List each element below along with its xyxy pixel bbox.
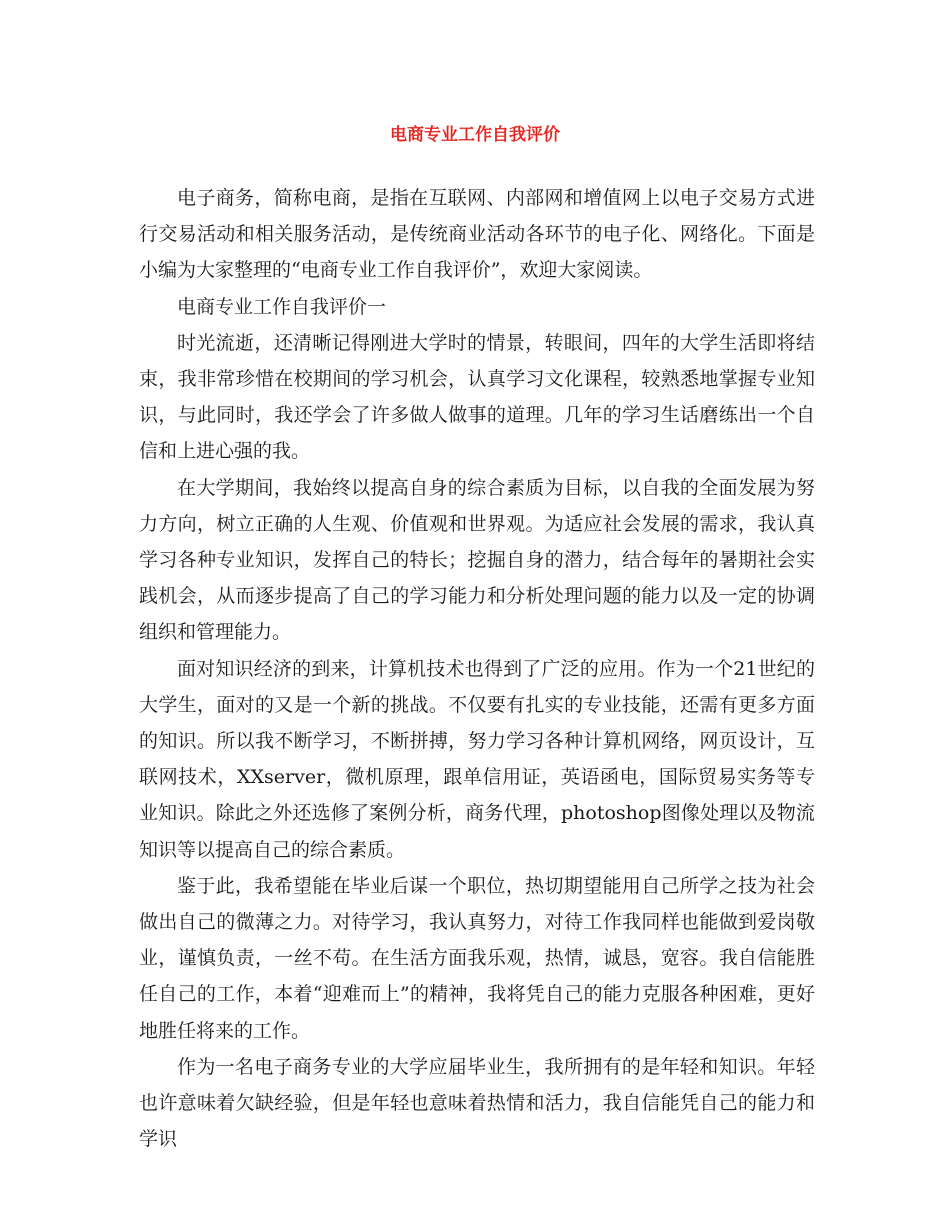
section-heading: 电商专业工作自我评价一 [177, 295, 387, 318]
paragraph: 鉴于此，我希望能在毕业后谋一个职位，热切期望能用自己所学之技为社会做出自己的微薄之力。对待学习，我认真努力，对待工作我同样也能做到爱岗敬业，谨慎负责，一丝不苟。在生活方面我乐观，热情，诚恳，宽容。我自信能胜任自己的工作，本着“迎难而上”的精神，我将凭自己的能力克服各种困难，更好地胜任将来的工作。 [139, 874, 815, 1042]
paragraph: 在大学期间，我始终以提高自身的综合素质为目标，以自我的全面发展为努力方向，树立正确的人生观、价值观和世界观。为适应社会发展的需求，我认真学习各种专业知识，发挥自己的特长；挖掘自身的潜力，结合每年的暑期社会实践机会，从而逐步提高了自己的学习能力和分析处理问题的能力以及一定的协调组织和管理能力。 [139, 476, 815, 644]
paragraph: 面对知识经济的到来，计算机技术也得到了广泛的应用。作为一个21世纪的大学生，面对的又是一个新的挑战。不仅要有扎实的专业技能，还需有更多方面的知识。所以我不断学习，不断拼搏，努力学习各种计算机网络，网页设计，互联网技术，XXserver，微机原理，跟单信用证，英语函电，国际贸易实务等专业知识。除此之外还选修了案例分析，商务代理，photoshop图像处理以及物流知识等以提高自己的综合素质。 [139, 657, 815, 861]
document-title: 电商专业工作自我评价 [390, 125, 560, 145]
paragraph: 时光流逝，还清晰记得刚进大学时的情景，转眼间，四年的大学生活即将结束，我非常珍惜在校期间的学习机会，认真学习文化课程，较熟悉地掌握专业知识，与此同时，我还学会了许多做人做事的道理。几年的学习生话磨练出一个自信和上进心强的我。 [139, 331, 815, 463]
paragraph: 作为一名电子商务专业的大学应届毕业生，我所拥有的是年轻和知识。年轻也许意味着欠缺经验，但是年轻也意味着热情和活力，我自信能凭自己的能力和学识 [139, 1055, 815, 1151]
paragraph-intro: 电子商务，简称电商，是指在互联网、内部网和增值网上以电子交易方式进行交易活动和相关服务活动，是传统商业活动各环节的电子化、网络化。下面是小编为大家整理的“电商专业工作自我评价”，欢迎大家阅读。 [139, 187, 815, 282]
document-body [139, 180, 815, 1157]
